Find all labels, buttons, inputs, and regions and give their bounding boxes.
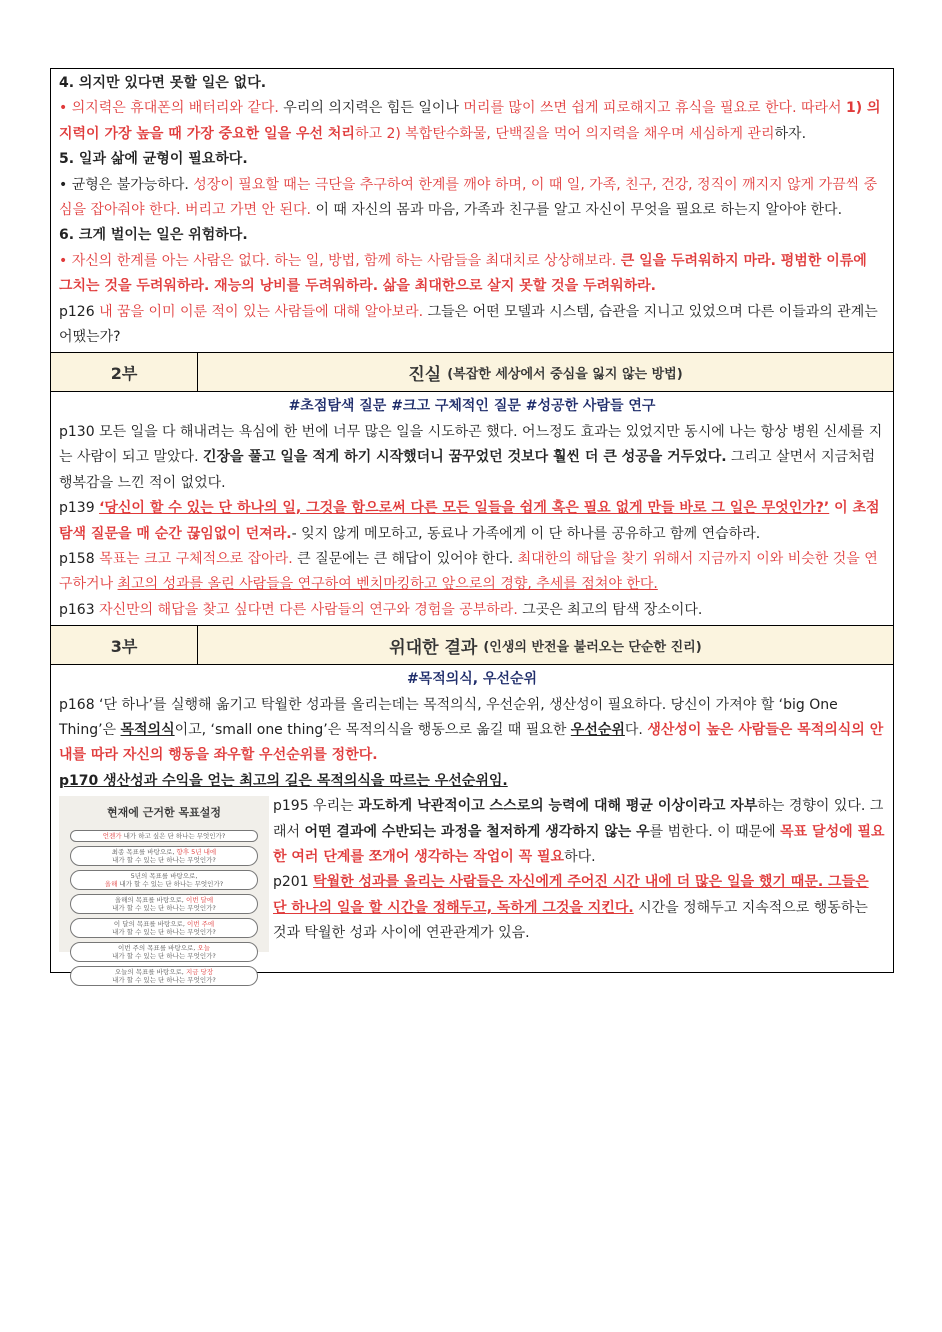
goal-notes (273, 794, 885, 952)
item4-body: • 의지력은 휴대폰의 배터리와 같다. 우리의 의지력은 힘든 일이나 머리를 많이 쓰면 쉽게 피로해지고 휴식을 필요로 한다. 따라서 1) 의지력이 가장 높을 때 가장 중요한 일을 우선 처리하고 2) 복합탄수화물, 단백질을 먹어 의지력을 채우며 세심하게 관리하자. (59, 100, 881, 142)
p130-note: p130 모든 일을 다 해내려는 욕심에 한 번에 너무 많은 일을 시도하곤 했다. 어느정도 효과는 있었지만 동시에 나는 항상 병원 신세를 지는 사람이 되고 말았다. 긴장을 풀고 일을 적게 하기 시작했더니 꿈꾸었던 것보다 훨씬 더 큰 성공을 거두었다. 그리고 살면서 지금처럼 행복감을 느낀 적이 없었다. (59, 423, 883, 491)
goal-setting-figure (59, 796, 269, 984)
item5-body: • 균형은 불가능하다. 성장이 필요할 때는 극단을 추구하여 한계를 깨야 하며, 이 때 일, 가족, 친구, 건강, 정직이 깨지지 않게 가끔씩 중심을 잡아줘야 한다. 버리고 가면 안 된다. 이 때 자신의 몸과 마음, 가족과 친구를 알고 자신이 무엇을 필요로 하는지 알아야 한다. (59, 176, 878, 219)
p201-note: p201 탁월한 성과를 올리는 사람들은 자신에게 주어진 시간 내에 더 많은 일을 했기 때문. 그들은 단 하나의 일을 할 시간을 정해두고, 독하게 그것을 지킨다. 시간을 정해두고 지속적으로 행동하는 것과 탁월한 성과 사이에 연관관계가 있음. (273, 874, 869, 942)
goal-pill: 오늘의 목표를 바탕으로, 지금 당장 내가 할 수 있는 단 하나는 무엇인가? (70, 966, 258, 986)
goal-pill: 5년의 목표를 바탕으로, 올해 내가 할 수 있는 단 하나는 무엇인가? (70, 870, 258, 890)
goal-setting-row (59, 794, 885, 984)
item6-title: 6. 크게 벌이는 일은 위험하다. (59, 227, 248, 244)
section-part2 (51, 392, 893, 625)
goal-pill: 이 달의 목표를 바탕으로, 이번 주에 내가 할 수 있는 단 하나는 무엇인가? (70, 918, 258, 938)
goal-pill: 이번 주의 목표를 바탕으로, 오늘 내가 할 수 있는 단 하나는 무엇인가? (70, 942, 258, 962)
p158-note: p158 목표는 크고 구체적으로 잡아라. 큰 질문에는 큰 해답이 있어야 한다. 최대한의 해답을 찾기 위해서 지금까지 이와 비슷한 것을 연구하거나 최고의 성과를 올린 사람들을 연구하여 벤치마킹하고 앞으로의 경향, 추세를 점쳐야 한다. (59, 550, 878, 593)
section-part3 (51, 665, 893, 984)
goal-pill: 올해의 목표를 바탕으로, 이번 달에 내가 할 수 있는 단 하나는 무엇인가? (70, 894, 258, 914)
goal-pill: 최종 목표를 바탕으로, 향후 5년 내에 내가 할 수 있는 단 하나는 무엇인가? (70, 846, 258, 866)
section-part1-continued (51, 69, 893, 352)
part3-header (51, 625, 893, 665)
part3-label: 3부 (51, 626, 198, 664)
part2-tags: #초점탐색 질문 #크고 구체적인 질문 #성공한 사람들 연구 (288, 398, 656, 415)
goal-setting-figure-title: 현재에 근거한 목표설정 (107, 806, 221, 820)
goal-pill: 언젠가 내가 하고 싶은 단 하나는 무엇인가? (70, 830, 258, 842)
p168-note: p168 ‘단 하나’를 실행해 옮기고 탁월한 성과를 올리는데는 목적의식, 우선순위, 생산성이 필요하다. 당신이 가져야 할 ‘big One Thing’은 목적의식이고, ‘small one thing’은 목적의식을 행동으로 옮길 때 필요한 우선순위다. 생산성이 높은 사람들은 목적의식의 안내를 따라 자신의 행동을 좌우할 우선순위를 정한다. (59, 696, 884, 764)
part2-label: 2부 (51, 353, 198, 391)
item6-body: • 자신의 한계를 아는 사람은 없다. 하는 일, 방법, 함께 하는 사람들을 최대치로 상상해보라. 큰 일을 두려워하지 마라. 평범한 이류에 그치는 것을 두려워하라. 재능의 낭비를 두려워하라. 삶을 최대한으로 살지 못할 것을 두려워하라. (59, 252, 867, 295)
item4-title: 4. 의지만 있다면 못할 일은 없다. (59, 75, 267, 91)
part2-header (51, 352, 893, 392)
p195-note: p195 우리는 과도하게 낙관적이고 스스로의 능력에 대해 평균 이상이라고 자부하는 경향이 있다. 그래서 어떤 결과에 수반되는 과정을 철저하게 생각하지 않는 우를 범한다. 이 때문에 목표 달성에 필요한 여러 단계를 쪼개어 생각하는 작업이 꼭 필요하다. (273, 798, 885, 865)
p139-note: p139 ‘당신이 할 수 있는 단 하나의 일, 그것을 함으로써 다른 모든 일들을 쉽게 혹은 필요 없게 만들 바로 그 일은 무엇인가?’ 이 초점탐색 질문을 매 순간 끊임없이 던져라.- 잊지 않게 메모하고, 동료나 가족에게 이 단 하나를 공유하고 함께 연습하라. (59, 500, 880, 542)
part3-tags: #목적의식, 우선순위 (406, 671, 538, 688)
document-table (50, 68, 894, 984)
p126-note: p126 내 꿈을 이미 이룬 적이 있는 사람들에 대해 알아보라. 그들은 어떤 모델과 시스템, 습관을 지니고 있었으며 다른 이들과의 관계는 어땠는가? (59, 303, 878, 346)
part2-title: 진실 (복잡한 세상에서 중심을 잃지 않는 방법) (408, 364, 683, 385)
part3-title: 위대한 결과 (인생의 반전을 불러오는 단순한 진리) (389, 637, 702, 658)
p163-note: p163 자신만의 해답을 찾고 싶다면 다른 사람들의 연구와 경험을 공부하라. 그곳은 최고의 탐색 장소이다. (59, 601, 703, 618)
item5-title: 5. 일과 삶에 균형이 필요하다. (59, 151, 248, 168)
p170-note: p170 생산성과 수익을 얻는 최고의 길은 목적의식을 따르는 우선순위임. (59, 772, 508, 789)
